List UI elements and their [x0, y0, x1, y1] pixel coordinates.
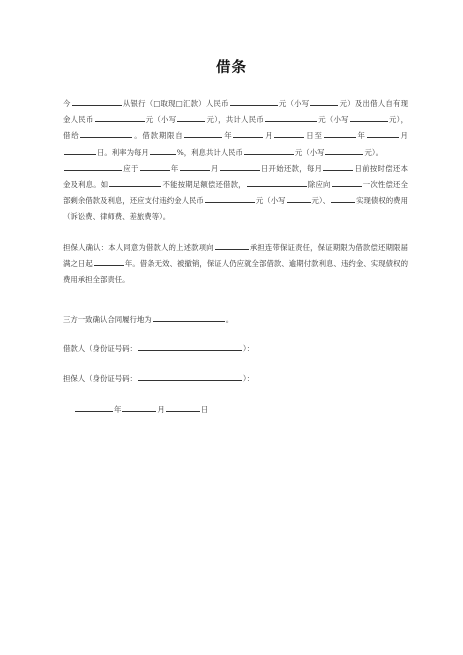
text-segment: 不能按期足额偿还借款，	[162, 180, 246, 190]
blank-guarantee-years[interactable]	[94, 257, 124, 266]
blank-end-month[interactable]	[367, 129, 399, 138]
blank-interest-amount-lowercase[interactable]	[325, 146, 363, 155]
text-segment: 月	[157, 405, 165, 414]
blank-guarantee-creditor[interactable]	[215, 241, 249, 250]
blank-monthly-day[interactable]	[323, 162, 353, 171]
loan-terms-paragraph	[63, 96, 408, 226]
blank-cost-payer[interactable]	[331, 194, 355, 203]
text-segment: 三方一致确认合同履行地为	[63, 315, 152, 324]
text-segment: %，利息共计人民币	[176, 147, 243, 157]
blank-creditor[interactable]	[332, 178, 362, 187]
guarantor-signature-line	[63, 372, 254, 384]
text-segment: 元）。	[364, 147, 383, 157]
text-segment: 年	[114, 405, 122, 414]
text-segment: ）：	[242, 344, 255, 353]
document-title: 借条	[216, 60, 247, 76]
text-segment: 月	[399, 131, 408, 141]
blank-start-year[interactable]	[184, 129, 222, 138]
blank-performance-place[interactable]	[153, 313, 225, 322]
blank-defaulter[interactable]	[109, 178, 161, 187]
text-segment: 日开始还款，每月	[260, 163, 323, 173]
blank-start-month[interactable]	[233, 129, 263, 138]
text-segment: 年	[170, 163, 179, 173]
blank-penalty-amount[interactable]	[205, 194, 255, 203]
text-segment: 元（小写	[278, 99, 310, 108]
blank-end-day[interactable]	[64, 146, 96, 155]
text-segment: ）：	[242, 374, 255, 383]
text-segment: 元（小写	[294, 147, 325, 157]
text-segment: 承担连带保证责任，保证期限为借款偿还期限届满之日起	[63, 243, 408, 269]
text-segment: 日。利率为每月	[97, 147, 149, 157]
text-segment: 日	[200, 405, 209, 414]
blank-total-amount-lowercase[interactable]	[350, 113, 388, 122]
signature-date-line	[74, 403, 208, 415]
blank-bank-amount[interactable]	[230, 97, 278, 106]
text-segment: 日至	[305, 131, 323, 141]
blank-end-year[interactable]	[324, 129, 356, 138]
blank-guarantor-id[interactable]	[138, 372, 242, 381]
blank-total-amount[interactable]	[265, 113, 317, 122]
text-segment: 一次性偿还全部剩余借款及利息，还应支付违约金人民币	[63, 180, 408, 206]
blank-borrower-id[interactable]	[138, 342, 242, 351]
performance-place-line	[63, 313, 233, 325]
text-segment: 元），共计人民币	[206, 115, 264, 125]
text-segment: 担保人确认：本人同意为借款人的上述款项向	[63, 243, 214, 252]
blank-repay-year[interactable]	[140, 162, 170, 171]
borrower-signature-line	[63, 342, 254, 354]
text-segment: 日前按时偿还本金及利息。如	[63, 163, 408, 190]
text-segment: 年	[356, 131, 366, 141]
blank-sign-year[interactable]	[75, 403, 113, 412]
blank-sign-month[interactable]	[122, 403, 156, 412]
blank-repayer[interactable]	[64, 162, 122, 171]
text-segment: 元）、	[311, 196, 331, 206]
blank-penalty-amount-lowercase[interactable]	[287, 194, 311, 203]
text-segment: 元（小写	[145, 115, 177, 125]
blank-start-day[interactable]	[274, 129, 304, 138]
blank-cash-amount[interactable]	[95, 113, 145, 122]
text-segment: 月	[264, 131, 274, 141]
text-segment: 今	[63, 99, 71, 108]
blank-repay-month[interactable]	[180, 162, 210, 171]
blank-sign-day[interactable]	[166, 403, 200, 412]
text-segment: 。	[225, 315, 234, 324]
text-segment: 元（小写	[255, 196, 286, 206]
blank-bank-amount-lowercase[interactable]	[310, 97, 338, 106]
blank-repay-day[interactable]	[220, 162, 260, 171]
text-segment: 从银行（□取现□汇款）人民币	[122, 99, 229, 108]
blank-monthly-rate[interactable]	[150, 146, 176, 155]
text-segment: 应于	[123, 163, 139, 173]
text-segment: 借款人（身份证号码：	[63, 344, 137, 353]
text-segment: 年	[223, 131, 233, 141]
text-segment: 除应向	[307, 180, 331, 190]
blank-borrower[interactable]	[80, 129, 132, 138]
text-segment: 元）及出借人自有现金人民币	[63, 99, 408, 125]
blank-defaulter-2[interactable]	[247, 178, 307, 187]
blank-lender[interactable]	[72, 97, 122, 106]
blank-cash-amount-lowercase[interactable]	[177, 113, 205, 122]
text-segment: 月	[210, 163, 219, 173]
text-segment: 元），借给	[63, 115, 408, 141]
blank-interest-amount[interactable]	[244, 146, 294, 155]
guarantee-paragraph	[63, 240, 408, 289]
text-segment: 元（小写	[317, 115, 349, 125]
text-segment: 实现债权的费用（诉讼费、律师费、差旅费等）。	[63, 196, 408, 222]
text-segment: 。借款期限自	[133, 131, 184, 141]
text-segment: 年。借条无效、被撤销，保证人仍应就全部借款、逾期付款利息、违约金、实现债权的费用承担全部责任。	[63, 259, 408, 285]
text-segment: 担保人（身份证号码：	[63, 374, 137, 383]
